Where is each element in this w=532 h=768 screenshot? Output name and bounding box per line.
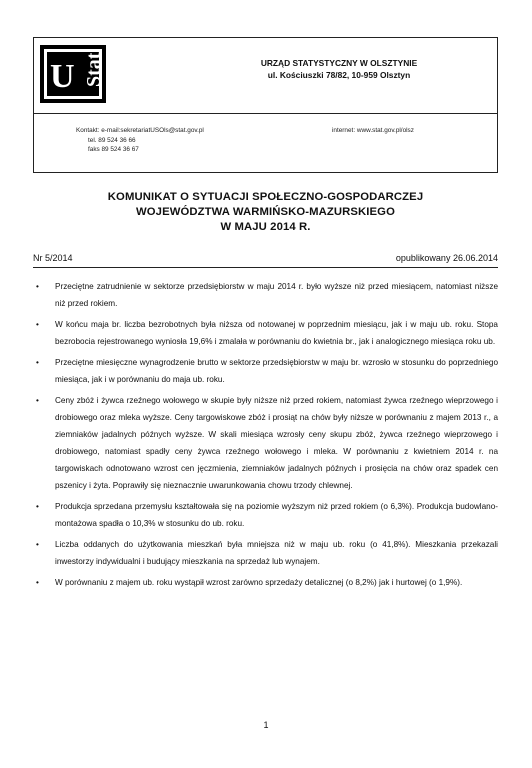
contact-fax: faks 89 524 36 67: [88, 146, 139, 153]
office-name: URZĄD STATYSTYCZNY W OLSZTYNIE: [260, 58, 418, 68]
title-line-2: WOJEWÓDZTWA WARMIŃSKO-MAZURSKIEGO: [136, 206, 395, 218]
meta-row: [33, 251, 498, 268]
list-item: [33, 536, 498, 570]
contact-email[interactable]: Kontakt: e-mail:sekretariatUSOls@stat.gov.pl: [76, 127, 204, 134]
list-item: [33, 392, 498, 494]
page-number: 1: [263, 720, 269, 730]
header-box: [33, 37, 498, 173]
list-item-text: Przeciętne miesięczne wynagrodzenie brutto w sektorze przedsiębiorstw w maju br. wzrosło w stosunku do poprzedniego miesiąca, jak i w porównaniu do maja ub. roku.: [55, 358, 498, 384]
bullet-icon: •: [36, 540, 39, 549]
list-item: [33, 574, 498, 591]
list-item-text: W końcu maja br. liczba bezrobotnych była niższa od notowanej w poprzednim miesiącu, jak i w maju ub. roku. Stopa bezrobocia rejestrowanego wyniosła 19,6% i zmalała w porównaniu do kwietnia br., jak i analogicznego miesiąca roku ub.: [55, 320, 498, 346]
contact-block: [76, 126, 204, 155]
contact-internet[interactable]: [332, 126, 414, 136]
bullet-icon: •: [36, 578, 39, 587]
bullet-icon: •: [36, 502, 39, 511]
list-item-text: W porównaniu z majem ub. roku wystąpił wzrost zarówno sprzedaży detalicznej (o 8,2%) jak i hurtowej (o 1,9%).: [55, 578, 463, 587]
list-item: [33, 498, 498, 532]
bullet-icon: •: [36, 282, 39, 291]
title-line-1: KOMUNIKAT O SYTUACJI SPOŁECZNO-GOSPODARCZEJ: [107, 191, 424, 203]
contact-tel: tel. 89 524 36 66: [88, 136, 136, 144]
office-address: ul. Kościuszki 78/82, 10-959 Olsztyn: [267, 70, 411, 80]
bullet-icon: •: [36, 320, 39, 329]
list-item: [33, 316, 498, 350]
title-line-3: W MAJU 2014 R.: [220, 221, 311, 233]
bullet-icon: •: [36, 396, 39, 405]
document-title: [33, 190, 498, 235]
issue-number: Nr 5/2014: [33, 253, 73, 263]
list-item-text: Przeciętne zatrudnienie w sektorze przedsiębiorstw w maju 2014 r. było wyższe niż przed miesiącem, natomiast niższe niż przed rokiem.: [55, 282, 498, 308]
ustat-logo: [38, 43, 108, 105]
summary-list: [33, 278, 498, 595]
list-item: [33, 278, 498, 312]
list-item: [33, 354, 498, 388]
office-block: [184, 57, 494, 81]
internet-link[interactable]: internet: www.stat.gov.pl/olsz: [332, 127, 414, 134]
svg-text:Stat: Stat: [83, 52, 105, 87]
bullet-icon: •: [36, 358, 39, 367]
header-divider: [34, 113, 497, 114]
list-item-text: Liczba oddanych do użytkowania mieszkań była mniejsza niż w maju ub. roku (o 41,8%). Mieszkania przekazali inwestorzy indywidualni i budujący mieszkania na sprzedaż lub wynajem.: [55, 540, 498, 566]
list-item-text: Produkcja sprzedana przemysłu kształtowała się na poziomie wyższym niż przed rokiem (o 6,3%). Produkcja budowlano-montażowa spadła o 10,3% w stosunku do ub. roku.: [55, 502, 498, 528]
publication-date: opublikowany 26.06.2014: [395, 253, 498, 263]
list-item-text: Ceny zbóż i żywca rzeźnego wołowego w skupie były niższe niż przed rokiem, natomiast żywca rzeźnego wieprzowego i drobiowego oraz mleka wyższe. Ceny targowiskowe zbóż i prosiąt na chów były niższe w porównaniu z majem 2013 r., a ziemniaków jadalnych późnych wyższe. W skali miesiąca wzrosły ceny skupu zbóż, żywca rzeźnego wieprzowego i drobiowego, natomiast spadły ceny żywca rzeźnego wołowego i mleka. W porównaniu z kwietniem 2014 r. na targowiskach odnotowano wzrost cen jęczmienia, ziemniaków jadalnych późnych i prosięcia na chów oraz spadek cen pszenicy i żyta. Poprawiły się nieznacznie uwarunkowania chowu trzody chlewnej.: [55, 396, 498, 490]
svg-text:U: U: [50, 58, 75, 95]
